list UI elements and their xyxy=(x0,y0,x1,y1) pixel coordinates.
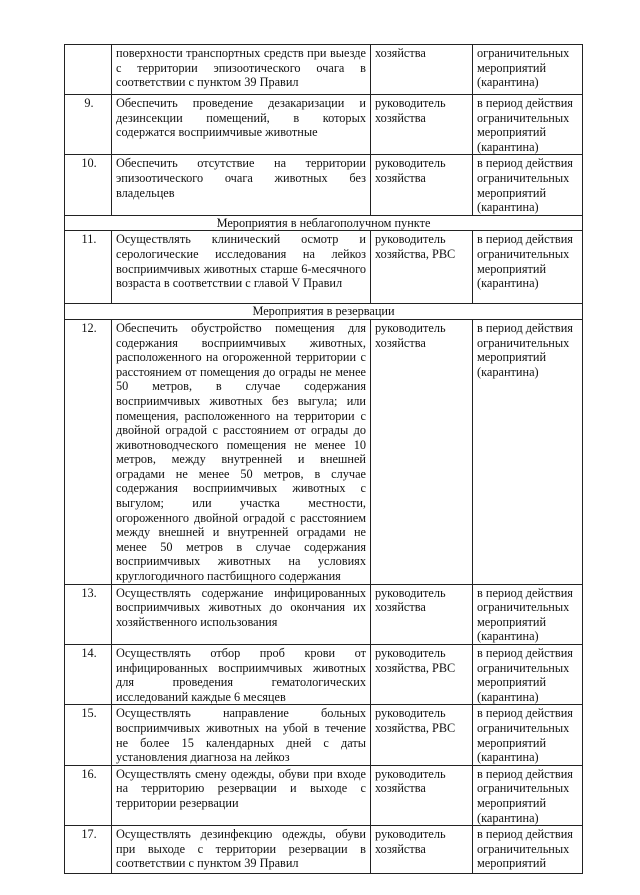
period: в период действия ограничительных мероприятий (карантина) xyxy=(473,155,583,215)
responsible-party: хозяйства xyxy=(371,45,473,95)
table-row xyxy=(65,231,583,304)
measure-description: Обеспечить обустройство помещения для содержания восприимчивых животных, расположенного на огороженной территории с расстоянием от помещения до ограды не менее 50 метров, в случае содержания восприимчивых животных без выгула; или помещения, расположенного на территории с двойной оградой с расстоянием от ограды до животноводческого помещения не менее 10 метров, между внутренней и внешней оградами не менее 50 метров, в случае содержания восприимчивых животных с выгулом; или участка местности, огороженного двойной оградой с расстоянием между внешней и внутренней оградами не менее 50 метров в случае содержания восприимчивых животных на условиях круглогодичного пастбищного содержания xyxy=(112,319,371,584)
period: в период действия ограничительных мероприятий xyxy=(473,826,583,874)
row-number: 11. xyxy=(65,231,112,304)
measure-description: Обеспечить проведение дезакаризации и дезинсекции помещений, в которых содержатся восприимчивые животные xyxy=(112,95,371,155)
period: в период действия ограничительных мероприятий (карантина) xyxy=(473,705,583,765)
responsible-party: руководитель хозяйства xyxy=(371,826,473,874)
measure-description: Осуществлять отбор проб крови от инфицированных восприимчивых животных для проведения гематологических исследований каждые 6 месяцев xyxy=(112,645,371,705)
row-number: 17. xyxy=(65,826,112,874)
responsible-party: руководитель хозяйства xyxy=(371,95,473,155)
period: в период действия ограничительных мероприятий (карантина) xyxy=(473,765,583,825)
section-heading: Мероприятия в резервации xyxy=(65,304,583,320)
period: ограничительных мероприятий (карантина) xyxy=(473,45,583,95)
responsible-party: руководитель хозяйства, РВС xyxy=(371,645,473,705)
responsible-party: руководитель хозяйства xyxy=(371,765,473,825)
table-row xyxy=(65,155,583,215)
measure-description: Осуществлять дезинфекцию одежды, обуви при выходе с территории резервации в соответствии с пунктом 39 Правил xyxy=(112,826,371,874)
measure-description: Осуществлять направление больных восприимчивых животных на убой в течение не более 15 календарных дней с даты установления диагноза на лейкоз xyxy=(112,705,371,765)
table-row xyxy=(65,826,583,874)
row-number: 10. xyxy=(65,155,112,215)
section-row xyxy=(65,215,583,231)
table-row xyxy=(65,45,583,95)
responsible-party: руководитель хозяйства xyxy=(371,584,473,644)
row-number: 16. xyxy=(65,765,112,825)
document-page xyxy=(64,44,582,874)
period: в период действия ограничительных мероприятий (карантина) xyxy=(473,645,583,705)
section-row xyxy=(65,304,583,320)
measure-description: Осуществлять смену одежды, обуви при входе на территорию резервации и выходе с территории резервации xyxy=(112,765,371,825)
period: в период действия ограничительных мероприятий (карантина) xyxy=(473,319,583,584)
period: в период действия ограничительных мероприятий (карантина) xyxy=(473,95,583,155)
responsible-party: руководитель хозяйства, РВС xyxy=(371,231,473,304)
table-row xyxy=(65,645,583,705)
row-number: 12. xyxy=(65,319,112,584)
table-row xyxy=(65,319,583,584)
responsible-party: руководитель хозяйства xyxy=(371,319,473,584)
row-number: 15. xyxy=(65,705,112,765)
responsible-party: руководитель хозяйства, РВС xyxy=(371,705,473,765)
measure-description: Обеспечить отсутствие на территории эпизоотического очага животных без владельцев xyxy=(112,155,371,215)
period: в период действия ограничительных мероприятий (карантина) xyxy=(473,231,583,304)
table-row xyxy=(65,765,583,825)
section-heading: Мероприятия в неблагополучном пункте xyxy=(65,215,583,231)
table-row xyxy=(65,95,583,155)
measure-description: Осуществлять клинический осмотр и серологические исследования на лейкоз восприимчивых животных старше 6-месячного возраста в соответствии с главой V Правил xyxy=(112,231,371,304)
measure-description: Осуществлять содержание инфицированных восприимчивых животных до окончания их хозяйственного использования xyxy=(112,584,371,644)
table-row xyxy=(65,584,583,644)
measure-description: поверхности транспортных средств при выезде с территории эпизоотического очага в соответствии с пунктом 39 Правил xyxy=(112,45,371,95)
responsible-party: руководитель хозяйства xyxy=(371,155,473,215)
measures-table-body xyxy=(65,45,583,874)
measures-table xyxy=(64,44,583,874)
period: в период действия ограничительных мероприятий (карантина) xyxy=(473,584,583,644)
row-number: 14. xyxy=(65,645,112,705)
table-row xyxy=(65,705,583,765)
row-number: 9. xyxy=(65,95,112,155)
row-number: 13. xyxy=(65,584,112,644)
row-number xyxy=(65,45,112,95)
